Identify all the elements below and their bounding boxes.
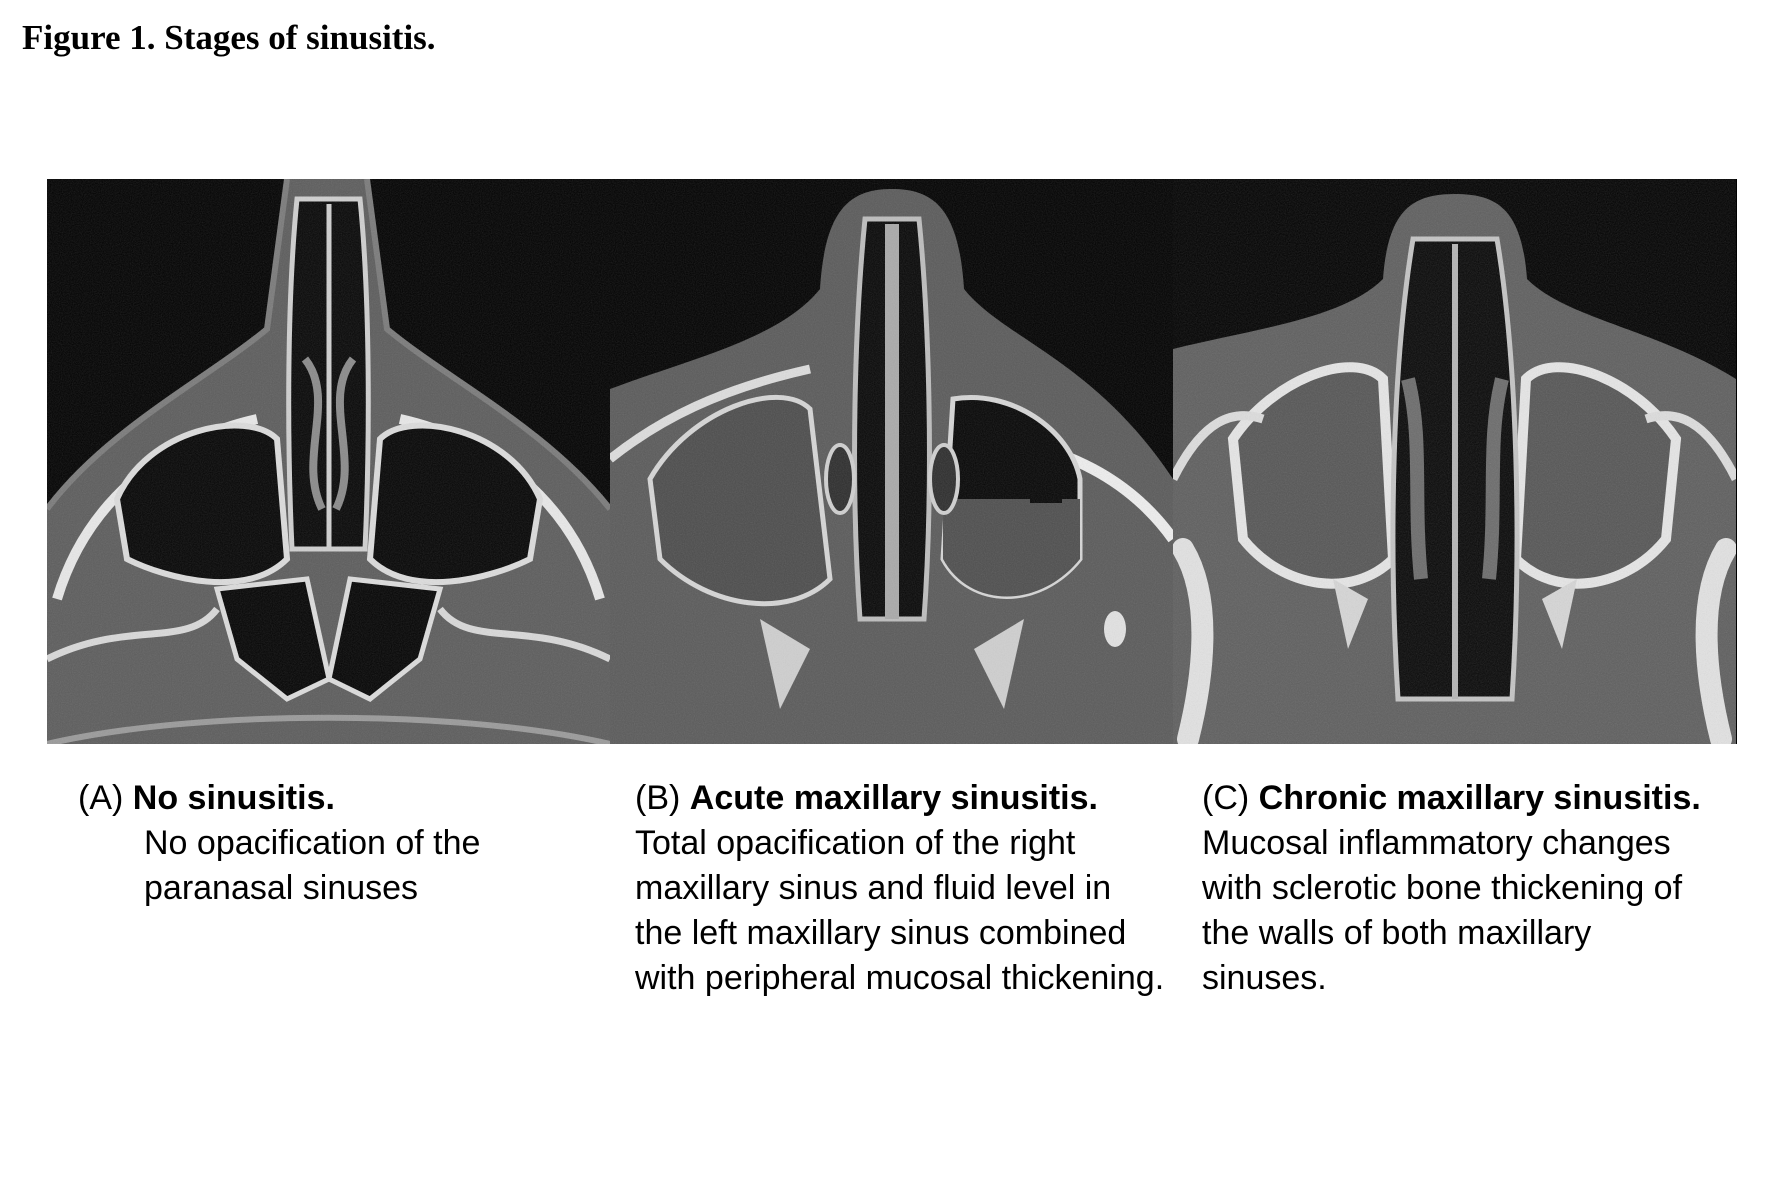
ct-scan-acute-image bbox=[610, 179, 1173, 744]
caption-b-head bbox=[635, 776, 1165, 821]
ct-image-c bbox=[1173, 179, 1736, 744]
ct-scan-chronic-image bbox=[1173, 179, 1736, 744]
caption-c-label: (C) bbox=[1202, 779, 1250, 817]
ct-panel-strip bbox=[47, 179, 1737, 744]
ct-image-a bbox=[47, 179, 610, 744]
caption-a-description: No opacification of the paranasal sinuses bbox=[144, 824, 481, 907]
caption-a-head bbox=[78, 776, 498, 821]
figure-title: Figure 1. Stages of sinusitis. bbox=[22, 18, 436, 57]
caption-c-description: Mucosal inflammatory changes with sclerotic bone thickening of the walls of both maxillary sinuses. bbox=[1202, 824, 1683, 997]
ct-image-b bbox=[610, 179, 1173, 744]
caption-a-label: (A) bbox=[78, 779, 124, 817]
caption-b bbox=[635, 776, 1165, 1001]
caption-c bbox=[1202, 776, 1722, 1001]
caption-a bbox=[78, 776, 498, 911]
caption-b-description: Total opacification of the right maxillary sinus and fluid level in the left maxillary sinus combined with peripheral mucosal thickening. bbox=[635, 824, 1165, 997]
caption-a-heading: No sinusitis. bbox=[132, 779, 335, 817]
caption-b-label: (B) bbox=[635, 779, 681, 817]
caption-c-head bbox=[1202, 776, 1722, 821]
caption-c-heading: Chronic maxillary sinusitis. bbox=[1258, 779, 1701, 817]
caption-b-heading: Acute maxillary sinusitis. bbox=[689, 779, 1098, 817]
ct-scan-normal-image bbox=[47, 179, 610, 744]
